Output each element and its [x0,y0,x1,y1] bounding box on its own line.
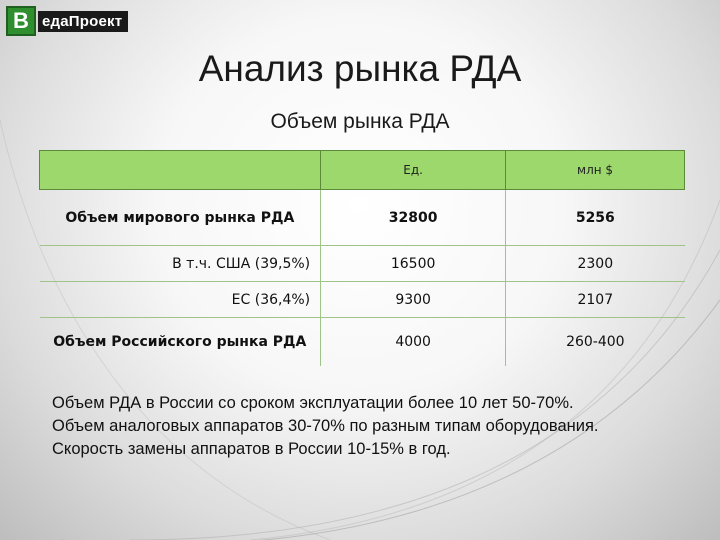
notes-block [52,392,712,461]
note-line: Скорость замены аппаратов в России 10-15% в год. [52,440,451,458]
note-line: Объем РДА в России со сроком эксплуатации более 10 лет 50-70%. [52,394,574,412]
table-header-row [40,151,685,190]
row-units: 16500 [321,246,506,282]
row-usd: 260-400 [506,318,685,367]
market-table [39,150,685,366]
slide-title: Анализ рынка РДА [198,48,522,89]
header-cell-label [40,151,321,190]
table-row [40,318,685,367]
header-cell-usd: млн $ [506,151,685,190]
row-usd: 2107 [506,282,685,318]
logo-text: едаПроект [38,11,128,32]
logo-mark: В [6,6,36,36]
header-cell-units: Ед. [321,151,506,190]
row-label: Объем Российского рынка РДА [40,318,321,367]
row-units: 9300 [321,282,506,318]
row-label: ЕС (36,4%) [40,282,321,318]
slide-subtitle: Объем рынка РДА [270,110,450,133]
table-row [40,246,685,282]
row-units: 32800 [321,190,506,246]
table-row [40,190,685,246]
table-row [40,282,685,318]
company-logo [6,4,128,38]
row-units: 4000 [321,318,506,367]
note-line: Объем аналоговых аппаратов 30-70% по разным типам оборудования. [52,417,599,435]
row-usd: 2300 [506,246,685,282]
row-label: Объем мирового рынка РДА [40,190,321,246]
row-usd: 5256 [506,190,685,246]
row-label: В т.ч. США (39,5%) [40,246,321,282]
